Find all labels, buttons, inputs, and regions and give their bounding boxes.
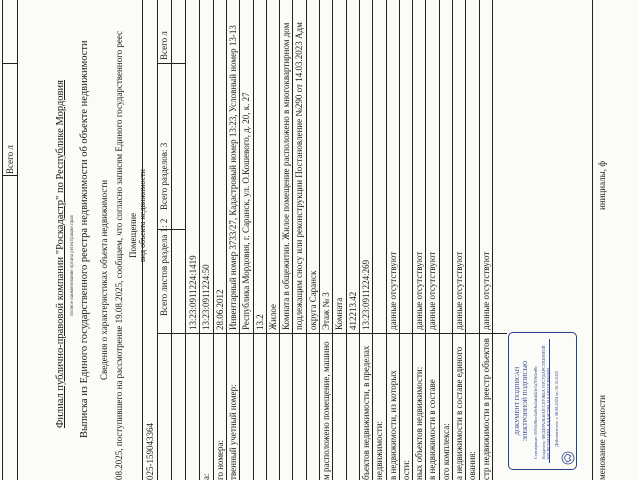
object-kind-value: Помещение (128, 212, 138, 258)
sheet-number-line: 025-159043364 (145, 423, 155, 480)
row-label: ого комплекса: (440, 423, 451, 480)
row-value: Этаж № 3 (321, 292, 331, 330)
row-label: в недвижимости в составе (427, 379, 438, 480)
stamp-valid: Действителен: с 06.08.2024 по 30.10.2025 (554, 371, 559, 447)
agency-subtitle: полное наименование органа регистрации прав (70, 215, 75, 316)
row-label: ования: (467, 451, 478, 480)
row-value: 13.2 (254, 314, 265, 330)
initials-label: инициалы, ф (597, 160, 607, 210)
row-label: м расположено помещение, машино (321, 341, 331, 480)
intro-text: 08.2025, поступившего на рассмотрение 19.08.2025, сообщаем, что согласно записям Единого государственного реес (114, 30, 124, 480)
row-value: Инвентарный номер 3733/27, Кадастровый номер 13:23, Условный номер 13-13 (227, 25, 238, 330)
stamp-cert: Сертификат: 0083c8bcc5a9e6a3ab4d2fe3a7f9b5ed8c (533, 365, 538, 459)
row-label: бъектов недвижимости, в пределах (360, 345, 371, 480)
row-value: 13:23:0911224:1419 (188, 255, 198, 330)
position-label: менование должности (597, 395, 607, 480)
row-value: округа Саранск (307, 270, 318, 330)
row-value: Комната в общежитии. Жилое помещение расположено в многоквартирном дом (281, 22, 292, 330)
row-label: твенный учетный номер: (227, 384, 238, 480)
row-label: ных объектов недвижимости: (414, 366, 425, 480)
object-kind-caption: вид объекта недвижимости (138, 169, 147, 262)
sheet-header-strip (2, 0, 18, 480)
sheets-total-header: Всего л (5, 145, 15, 174)
characteristics-table (142, 0, 507, 480)
sections-total: Всего разделов: 3 (159, 142, 169, 210)
row-value: данные отсутствуют (414, 251, 425, 330)
stamp-line1: ДОКУМЕНТ ПОДПИСАН (515, 366, 521, 436)
row-label: а недвижимости в составе единого (454, 346, 464, 480)
agency-title: Филиал публично-правовой компании "Роскадастр" по Республике Мордовия (55, 80, 66, 428)
document-title: Выписка из Единого государственного реестра недвижимости об объекте недвижимости (79, 40, 90, 438)
row-label: стр недвижимости в реестр объектов (480, 338, 491, 480)
sheets-all: Всего л (159, 31, 169, 60)
row-label: а: (201, 473, 212, 480)
row-value: 412213.42 (347, 291, 358, 330)
row-value: данные отсутствуют (480, 251, 491, 330)
row-label: ости: (400, 460, 411, 480)
row-value: 28.06.2012 (214, 289, 225, 330)
stamp-owner2: РЕГИСТРАЦИИ, КАДАСТРА И КАРТОГРАФИИ (546, 368, 551, 459)
row-label: в недвижимости, из которых (387, 370, 398, 480)
row-label: недвижимости: (374, 420, 385, 480)
row-value: подлежащим сносу или реконструкции Постановление №290 от 14.03.2023 Адм (294, 22, 305, 330)
stamp-owner1: Владелец: ФЕДЕРАЛЬНАЯ СЛУЖБА ГОСУДАРСТВЕННОЙ (541, 345, 546, 459)
row-value: данные отсутствуют (387, 251, 398, 330)
row-value: данные отсутствуют (427, 251, 438, 330)
row-value: 13:23:0911224:50 (201, 264, 212, 330)
section-title: Сведения о характеристиках объекта недвижимости (99, 179, 109, 380)
sheets-in-section: Всего листов раздела 1: 2 (159, 218, 169, 316)
row-value: Комната (334, 297, 345, 330)
row-value: 13:23:0911224:269 (360, 259, 371, 330)
row-value: Жилое (267, 304, 278, 330)
row-value: Республика Мордовия, г. Саранск, ул. О.Кошевого, д. 20, к. 27 (241, 92, 252, 330)
row-value: данные отсутствуют (454, 251, 464, 330)
row-label: го номера: (214, 439, 225, 480)
eagle-emblem-icon (561, 451, 575, 465)
e-signature-stamp (508, 332, 577, 470)
stamp-line2: ЭЛЕКТРОННОЙ ПОДПИСЬЮ (523, 360, 529, 442)
